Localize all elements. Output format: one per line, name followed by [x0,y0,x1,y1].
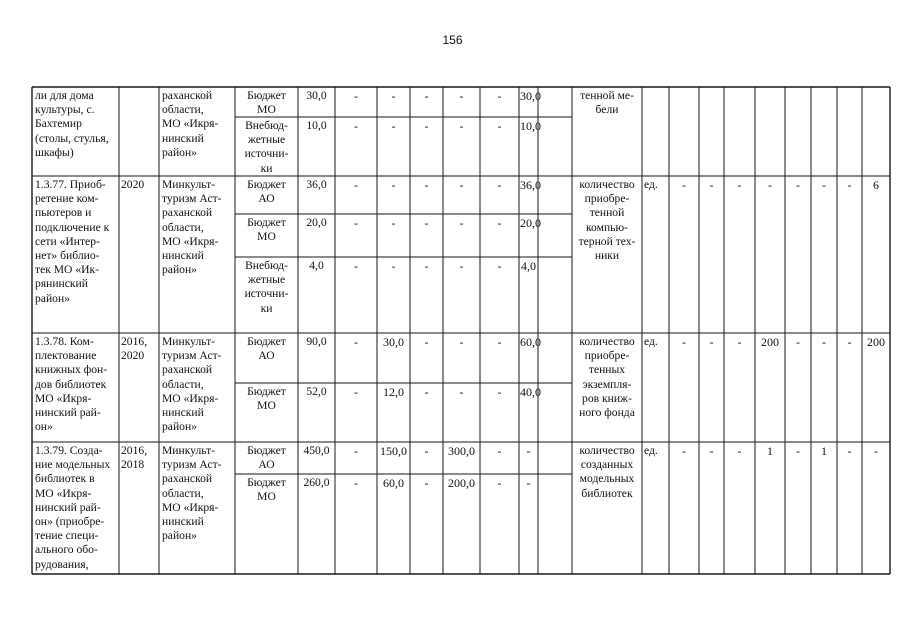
funding-total: 20,0 [306,216,327,229]
funding-year-value: - [354,476,358,490]
funding-year-value: - [424,89,429,103]
funding-total: 36,0 [306,178,327,191]
indicator-target-value: - [822,335,826,349]
result-indicator: количество приобре- тенной компью- терной тех- ники [578,178,636,263]
funding-year-value: - [526,444,531,458]
funding-source: Бюджет МО [247,216,286,244]
funding-year-value: - [497,178,502,192]
funding-year-value: 36,0 [520,178,541,192]
indicator-target-value: - [796,335,800,349]
funding-total: 260,0 [303,476,330,489]
funding-year-value: 60,0 [383,476,404,490]
result-indicator: тенной ме- бели [580,89,634,117]
funding-year-value: - [497,335,502,349]
indicator-target-value: - [874,444,878,458]
funding-year-value: 40,0 [520,385,541,399]
indicator-target-value [838,89,861,106]
funding-year-value: - [391,89,396,103]
funding-source: Бюджет МО [247,89,286,117]
funding-year-value: - [497,476,502,490]
funding-year-value: - [424,476,429,490]
funding-source: Бюджет АО [247,178,286,206]
funding-year-value: - [459,335,464,349]
funding-year-value: - [391,259,396,273]
indicator-target-value [812,89,836,106]
funding-year-value: 10,0 [520,119,541,133]
indicator-target-value [786,89,810,106]
indicator-target-value: 200 [761,335,779,349]
funding-year-value: 300,0 [448,444,475,458]
indicator-target-value: - [822,178,826,192]
indicator-target-value: - [737,178,742,192]
funding-year-value: - [497,216,502,230]
indicator-target-value: - [768,178,772,192]
funding-year-value: - [459,216,464,230]
measure-year [121,89,157,175]
funding-year-value: - [354,89,358,103]
budget-table [32,87,890,574]
measure-name: 1.3.77. Приоб- ретение ком- пьютеров и подключение к сети «Интер- нет» библио- тек МО «Ик- рянинский район» [35,178,110,305]
funding-year-value: 60,0 [520,335,541,349]
funding-year-value: 150,0 [380,444,407,458]
indicator-target-value [700,89,723,106]
responsible-org: раханской области, МО «Икря- нинский район» [162,89,219,159]
indicator-target-value: - [847,335,852,349]
indicator-target-value: 200 [867,335,885,349]
funding-total: 4,0 [309,259,324,272]
funding-year-value: - [497,89,502,103]
indicator-unit: ед. [644,444,658,457]
funding-year-value: 4,0 [521,259,536,273]
funding-year-value: - [354,385,358,399]
funding-year-value: - [354,335,358,349]
indicator-target-value: - [796,444,800,458]
indicator-target-value: - [796,178,800,192]
funding-total: 450,0 [303,444,330,457]
funding-total: 30,0 [306,89,327,102]
indicator-target-value: - [682,444,686,458]
funding-source: Бюджет МО [247,476,286,504]
indicator-unit: ед. [644,178,658,191]
page-number: 156 [442,33,463,47]
responsible-org: Минкульт- туризм Аст- раханской области, МО «Икря- нинский район» [162,335,222,434]
indicator-target-value: - [737,444,742,458]
indicator-unit [644,89,667,175]
funding-year-value: - [459,259,464,273]
indicator-target-value: - [682,335,686,349]
funding-year-value: - [459,89,464,103]
funding-year-value: - [497,385,502,399]
indicator-target-value: - [709,178,714,192]
indicator-target-value: - [709,444,714,458]
funding-total: 90,0 [306,335,327,348]
funding-source: Бюджет АО [247,335,286,363]
indicator-target-value: - [847,444,852,458]
funding-year-value: - [354,119,358,133]
indicator-target-value [863,89,889,106]
indicator-target-value: 1 [767,444,773,458]
funding-year-value: 12,0 [383,385,404,399]
indicator-target-value [725,89,754,106]
measure-name: 1.3.78. Ком- плектование книжных фон- дов библиотек МО «Икря- нинский рай- он» [35,335,108,434]
indicator-unit: ед. [644,335,658,348]
measure-year: 2016, 2018 [121,444,148,472]
table-grid [32,87,890,574]
measure-name: ли для дома культуры, с. Бахтемир (столы, стулья, шкафы) [35,89,109,159]
funding-year-value: - [459,119,464,133]
funding-year-value: 30,0 [383,335,404,349]
result-indicator: количество созданных модельных библиотек [579,444,635,500]
indicator-target-value: - [682,178,686,192]
funding-year-value: - [354,216,358,230]
funding-source: Бюджет АО [247,444,286,472]
funding-year-value: - [354,444,358,458]
indicator-target-value: 6 [873,178,879,192]
measure-name: 1.3.79. Созда- ние модельных библиотек в МО «Икря- нинский рай- он» (приобре- тение специ- ального обо- рудования, [35,444,111,571]
funding-total: 10,0 [306,119,327,132]
funding-year-value: - [424,178,429,192]
funding-year-value: - [354,178,358,192]
funding-year-value: - [424,444,429,458]
funding-total: 52,0 [306,385,327,398]
funding-year-value: - [424,259,429,273]
funding-year-value: - [497,259,502,273]
funding-year-value: - [424,119,429,133]
funding-year-value: - [526,476,531,490]
measure-year: 2016, 2020 [121,335,148,363]
responsible-org: Минкульт- туризм Аст- раханской области, МО «Икря- нинский район» [162,178,222,277]
funding-year-value: - [424,385,429,399]
funding-year-value: - [459,178,464,192]
indicator-target-value: - [709,335,714,349]
indicator-target-value: - [847,178,852,192]
funding-year-value: - [354,259,358,273]
funding-year-value: - [497,119,502,133]
funding-year-value: - [497,444,502,458]
funding-year-value: - [424,335,429,349]
funding-year-value: - [424,216,429,230]
measure-year: 2020 [121,178,145,191]
funding-year-value: - [459,385,464,399]
indicator-target-value: 1 [821,444,827,458]
funding-year-value: 200,0 [448,476,475,490]
indicator-target-value: - [737,335,742,349]
indicator-target-value [756,89,784,106]
funding-source: Внебюд- жетные источни- ки [244,259,289,315]
result-indicator: количество приобре- тенных экземпля- ров книж- ного фонда [579,335,635,420]
funding-source: Бюджет МО [247,385,286,413]
funding-source: Внебюд- жетные источни- ки [244,119,289,175]
funding-year-value: - [391,119,396,133]
funding-year-value: 30,0 [520,89,541,103]
indicator-target-value [670,89,698,106]
funding-year-value: - [391,216,396,230]
funding-year-value: - [391,178,396,192]
funding-year-value: 20,0 [520,216,541,230]
responsible-org: Минкульт- туризм Аст- раханской области, МО «Икря- нинский район» [162,444,222,543]
